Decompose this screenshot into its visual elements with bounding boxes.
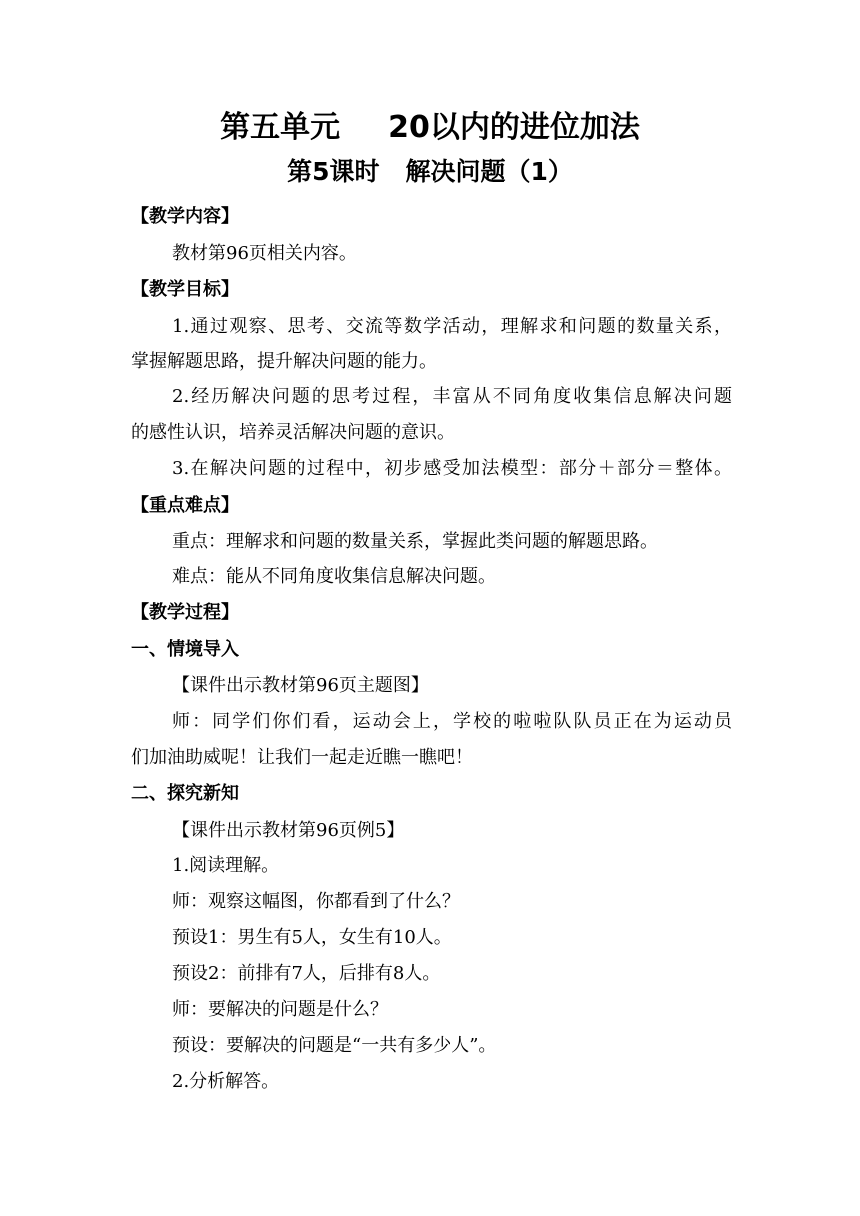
content-text: 教材第96页相关内容。 [172,243,357,264]
step-1: 1.阅读理解。 [172,855,280,876]
lesson-number: 第5课时 [287,157,380,186]
section-heading-key-points: 【重点难点】 [131,495,239,516]
part-1-heading: 一、情境导入 [131,639,239,660]
goal-2-line-2: 的感性认识，培养灵活解决问题的意识。 [131,422,455,443]
key-point: 重点：理解求和问题的数量关系，掌握此类问题的解题思路。 [172,531,658,552]
step-2: 2.分析解答。 [172,1071,280,1092]
section-heading-process: 【教学过程】 [131,602,239,623]
goal-2-line-1: 2.经历解决问题的思考过程，丰富从不同角度收集信息解决问题 [172,386,732,407]
teacher-question-1: 师：观察这幅图，你都看到了什么？ [172,891,460,912]
lesson-name: 解决问题（1） [405,157,573,186]
goal-3: 3.在解决问题的过程中，初步感受加法模型：部分＋部分＝整体。 [172,458,732,479]
part-2-heading: 二、探究新知 [131,783,239,804]
section-heading-goals: 【教学目标】 [131,279,239,300]
teacher-question-2: 师：要解决的问题是什么？ [172,999,388,1020]
part-1-teacher-line-2: 们加油助威呢！让我们一起走近瞧一瞧吧！ [131,747,473,768]
part-2-courseware: 【课件出示教材第96页例5】 [172,820,405,841]
part-1-courseware: 【课件出示教材第96页主题图】 [172,675,429,696]
answer-2: 预设2：前排有7人，后排有8人。 [172,963,441,984]
unit-title-number: 第五单元 [220,110,341,145]
goal-1-line-1: 1.通过观察、思考、交流等数学活动，理解求和问题的数量关系， [172,316,732,337]
unit-title [0,106,860,150]
answer-1: 预设1：男生有5人，女生有10人。 [172,927,452,948]
section-heading-content: 【教学内容】 [131,206,239,227]
part-1-teacher-line-1: 师：同学们你们看，运动会上，学校的啦啦队队员正在为运动员 [172,711,732,732]
unit-title-topic: 20以内的进位加法 [388,110,640,145]
difficulty: 难点：能从不同角度收集信息解决问题。 [172,566,496,587]
goal-1-line-2: 掌握解题思路，提升解决问题的能力。 [131,351,437,372]
lesson-title [0,152,860,192]
answer-3: 预设：要解决的问题是“一共有多少人”。 [172,1035,497,1056]
